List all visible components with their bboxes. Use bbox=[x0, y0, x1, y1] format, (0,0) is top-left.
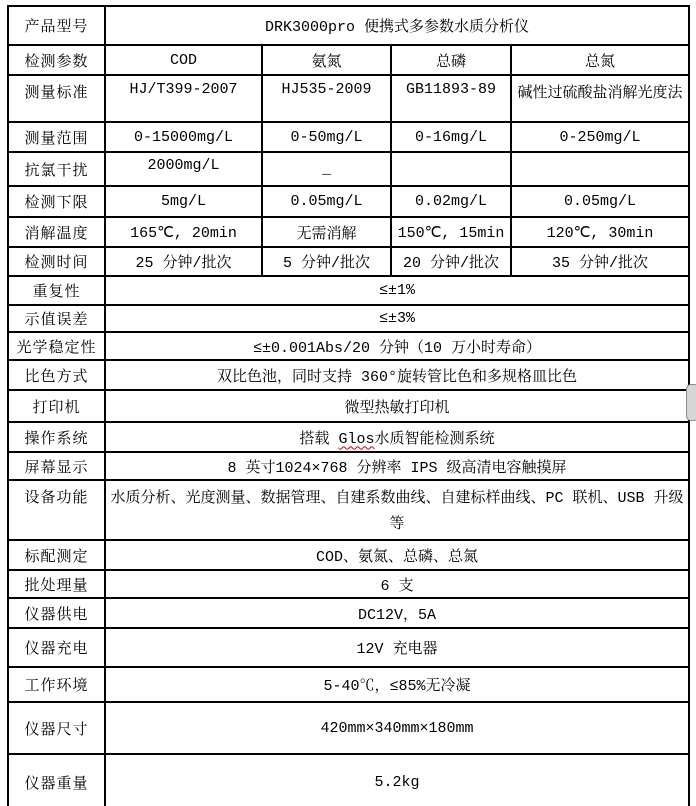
cell-value: 总氮 bbox=[511, 45, 689, 75]
row-label: 批处理量 bbox=[8, 570, 105, 598]
row-label: 仪器重量 bbox=[8, 754, 105, 806]
os-value-prefix: 搭载 bbox=[299, 430, 339, 448]
table-row bbox=[8, 570, 689, 598]
os-value-spellcheck-word: Glos bbox=[338, 430, 375, 448]
cell-value: 35 分钟/批次 bbox=[511, 247, 689, 276]
table-row bbox=[8, 754, 689, 806]
cell-value: 0-15000mg/L bbox=[105, 122, 262, 152]
cell-value: COD、氨氮、总磷、总氮 bbox=[105, 540, 689, 570]
table-row bbox=[8, 422, 689, 452]
table-row bbox=[8, 305, 689, 332]
cell-value: ≤±3% bbox=[105, 305, 689, 332]
cell-value: 0.05mg/L bbox=[511, 186, 689, 217]
row-label: 操作系统 bbox=[8, 422, 105, 452]
cell-value: 120℃, 30min bbox=[511, 217, 689, 247]
row-label: 仪器充电 bbox=[8, 628, 105, 667]
cell-value: 0.05mg/L bbox=[262, 186, 391, 217]
cell-value: _ bbox=[262, 152, 391, 186]
cell-value: 双比色池，同时支持 360°旋转管比色和多规格皿比色 bbox=[105, 360, 689, 390]
cell-value: 0-50mg/L bbox=[262, 122, 391, 152]
table-row bbox=[8, 152, 689, 186]
table-row bbox=[8, 628, 689, 667]
cell-value: 无需消解 bbox=[262, 217, 391, 247]
cell-value: 20 分钟/批次 bbox=[391, 247, 511, 276]
table-row bbox=[8, 702, 689, 754]
cell-value: 0-250mg/L bbox=[511, 122, 689, 152]
vertical-scrollbar-thumb[interactable] bbox=[686, 384, 696, 421]
cell-value: HJ535-2009 bbox=[262, 75, 391, 122]
cell-value: GB11893-89 bbox=[391, 75, 511, 122]
row-label: 屏幕显示 bbox=[8, 452, 105, 480]
cell-value: 微型热敏打印机 bbox=[105, 390, 689, 422]
row-label: 测量标准 bbox=[8, 75, 105, 122]
row-label: 示值误差 bbox=[8, 305, 105, 332]
table-row bbox=[8, 360, 689, 390]
cell-value bbox=[511, 152, 689, 186]
spec-table bbox=[7, 5, 690, 806]
cell-value: ≤±1% bbox=[105, 276, 689, 305]
cell-value: 碱性过硫酸盐消解光度法 bbox=[511, 75, 689, 122]
cell-value: DRK3000pro 便携式多参数水质分析仪 bbox=[105, 6, 689, 45]
row-label: 检测时间 bbox=[8, 247, 105, 276]
row-label: 仪器尺寸 bbox=[8, 702, 105, 754]
cell-value: 165℃, 20min bbox=[105, 217, 262, 247]
cell-value: 8 英寸1024×768 分辨率 IPS 级高清电容触摸屏 bbox=[105, 452, 689, 480]
table-row bbox=[8, 276, 689, 305]
cell-value: 12V 充电器 bbox=[105, 628, 689, 667]
table-row bbox=[8, 122, 689, 152]
cell-value bbox=[391, 152, 511, 186]
table-row bbox=[8, 247, 689, 276]
cell-value: 0.02mg/L bbox=[391, 186, 511, 217]
row-label: 仪器供电 bbox=[8, 598, 105, 628]
row-label: 检测下限 bbox=[8, 186, 105, 217]
table-row bbox=[8, 390, 689, 422]
cell-value: HJ/T399-2007 bbox=[105, 75, 262, 122]
table-row bbox=[8, 667, 689, 702]
table-row bbox=[8, 332, 689, 360]
row-label: 标配测定 bbox=[8, 540, 105, 570]
row-label: 比色方式 bbox=[8, 360, 105, 390]
table-row bbox=[8, 75, 689, 122]
row-label: 工作环境 bbox=[8, 667, 105, 702]
row-label: 重复性 bbox=[8, 276, 105, 305]
cell-value: 0-16mg/L bbox=[391, 122, 511, 152]
row-label: 检测参数 bbox=[8, 45, 105, 75]
cell-value: DC12V，5A bbox=[105, 598, 689, 628]
cell-value: 420mm×340mm×180mm bbox=[105, 702, 689, 754]
row-label: 光学稳定性 bbox=[8, 332, 105, 360]
cell-value: 2000mg/L bbox=[105, 152, 262, 186]
table-row bbox=[8, 45, 689, 75]
row-label: 设备功能 bbox=[8, 480, 105, 540]
cell-value: 25 分钟/批次 bbox=[105, 247, 262, 276]
table-row bbox=[8, 6, 689, 45]
cell-value: COD bbox=[105, 45, 262, 75]
cell-value: 150℃, 15min bbox=[391, 217, 511, 247]
cell-value bbox=[105, 422, 689, 452]
table-row bbox=[8, 217, 689, 247]
table-row bbox=[8, 598, 689, 628]
row-label: 产品型号 bbox=[8, 6, 105, 45]
table-row bbox=[8, 186, 689, 217]
row-label: 测量范围 bbox=[8, 122, 105, 152]
cell-value: 5 分钟/批次 bbox=[262, 247, 391, 276]
table-row bbox=[8, 540, 689, 570]
cell-value: 氨氮 bbox=[262, 45, 391, 75]
row-label: 消解温度 bbox=[8, 217, 105, 247]
cell-value: 5-40℃，≤85%无冷凝 bbox=[105, 667, 689, 702]
cell-value: 6 支 bbox=[105, 570, 689, 598]
cell-value: ≤±0.001Abs/20 分钟（10 万小时寿命） bbox=[105, 332, 689, 360]
cell-value: 总磷 bbox=[391, 45, 511, 75]
cell-value: 水质分析、光度测量、数据管理、自建系数曲线、自建标样曲线、PC 联机、USB 升级等 bbox=[105, 480, 689, 540]
cell-value: 5mg/L bbox=[105, 186, 262, 217]
row-label: 打印机 bbox=[8, 390, 105, 422]
table-row bbox=[8, 480, 689, 540]
table-row bbox=[8, 452, 689, 480]
os-value-suffix: 水质智能检测系统 bbox=[374, 430, 495, 448]
cell-value: 5.2kg bbox=[105, 754, 689, 806]
row-label: 抗氯干扰 bbox=[8, 152, 105, 186]
